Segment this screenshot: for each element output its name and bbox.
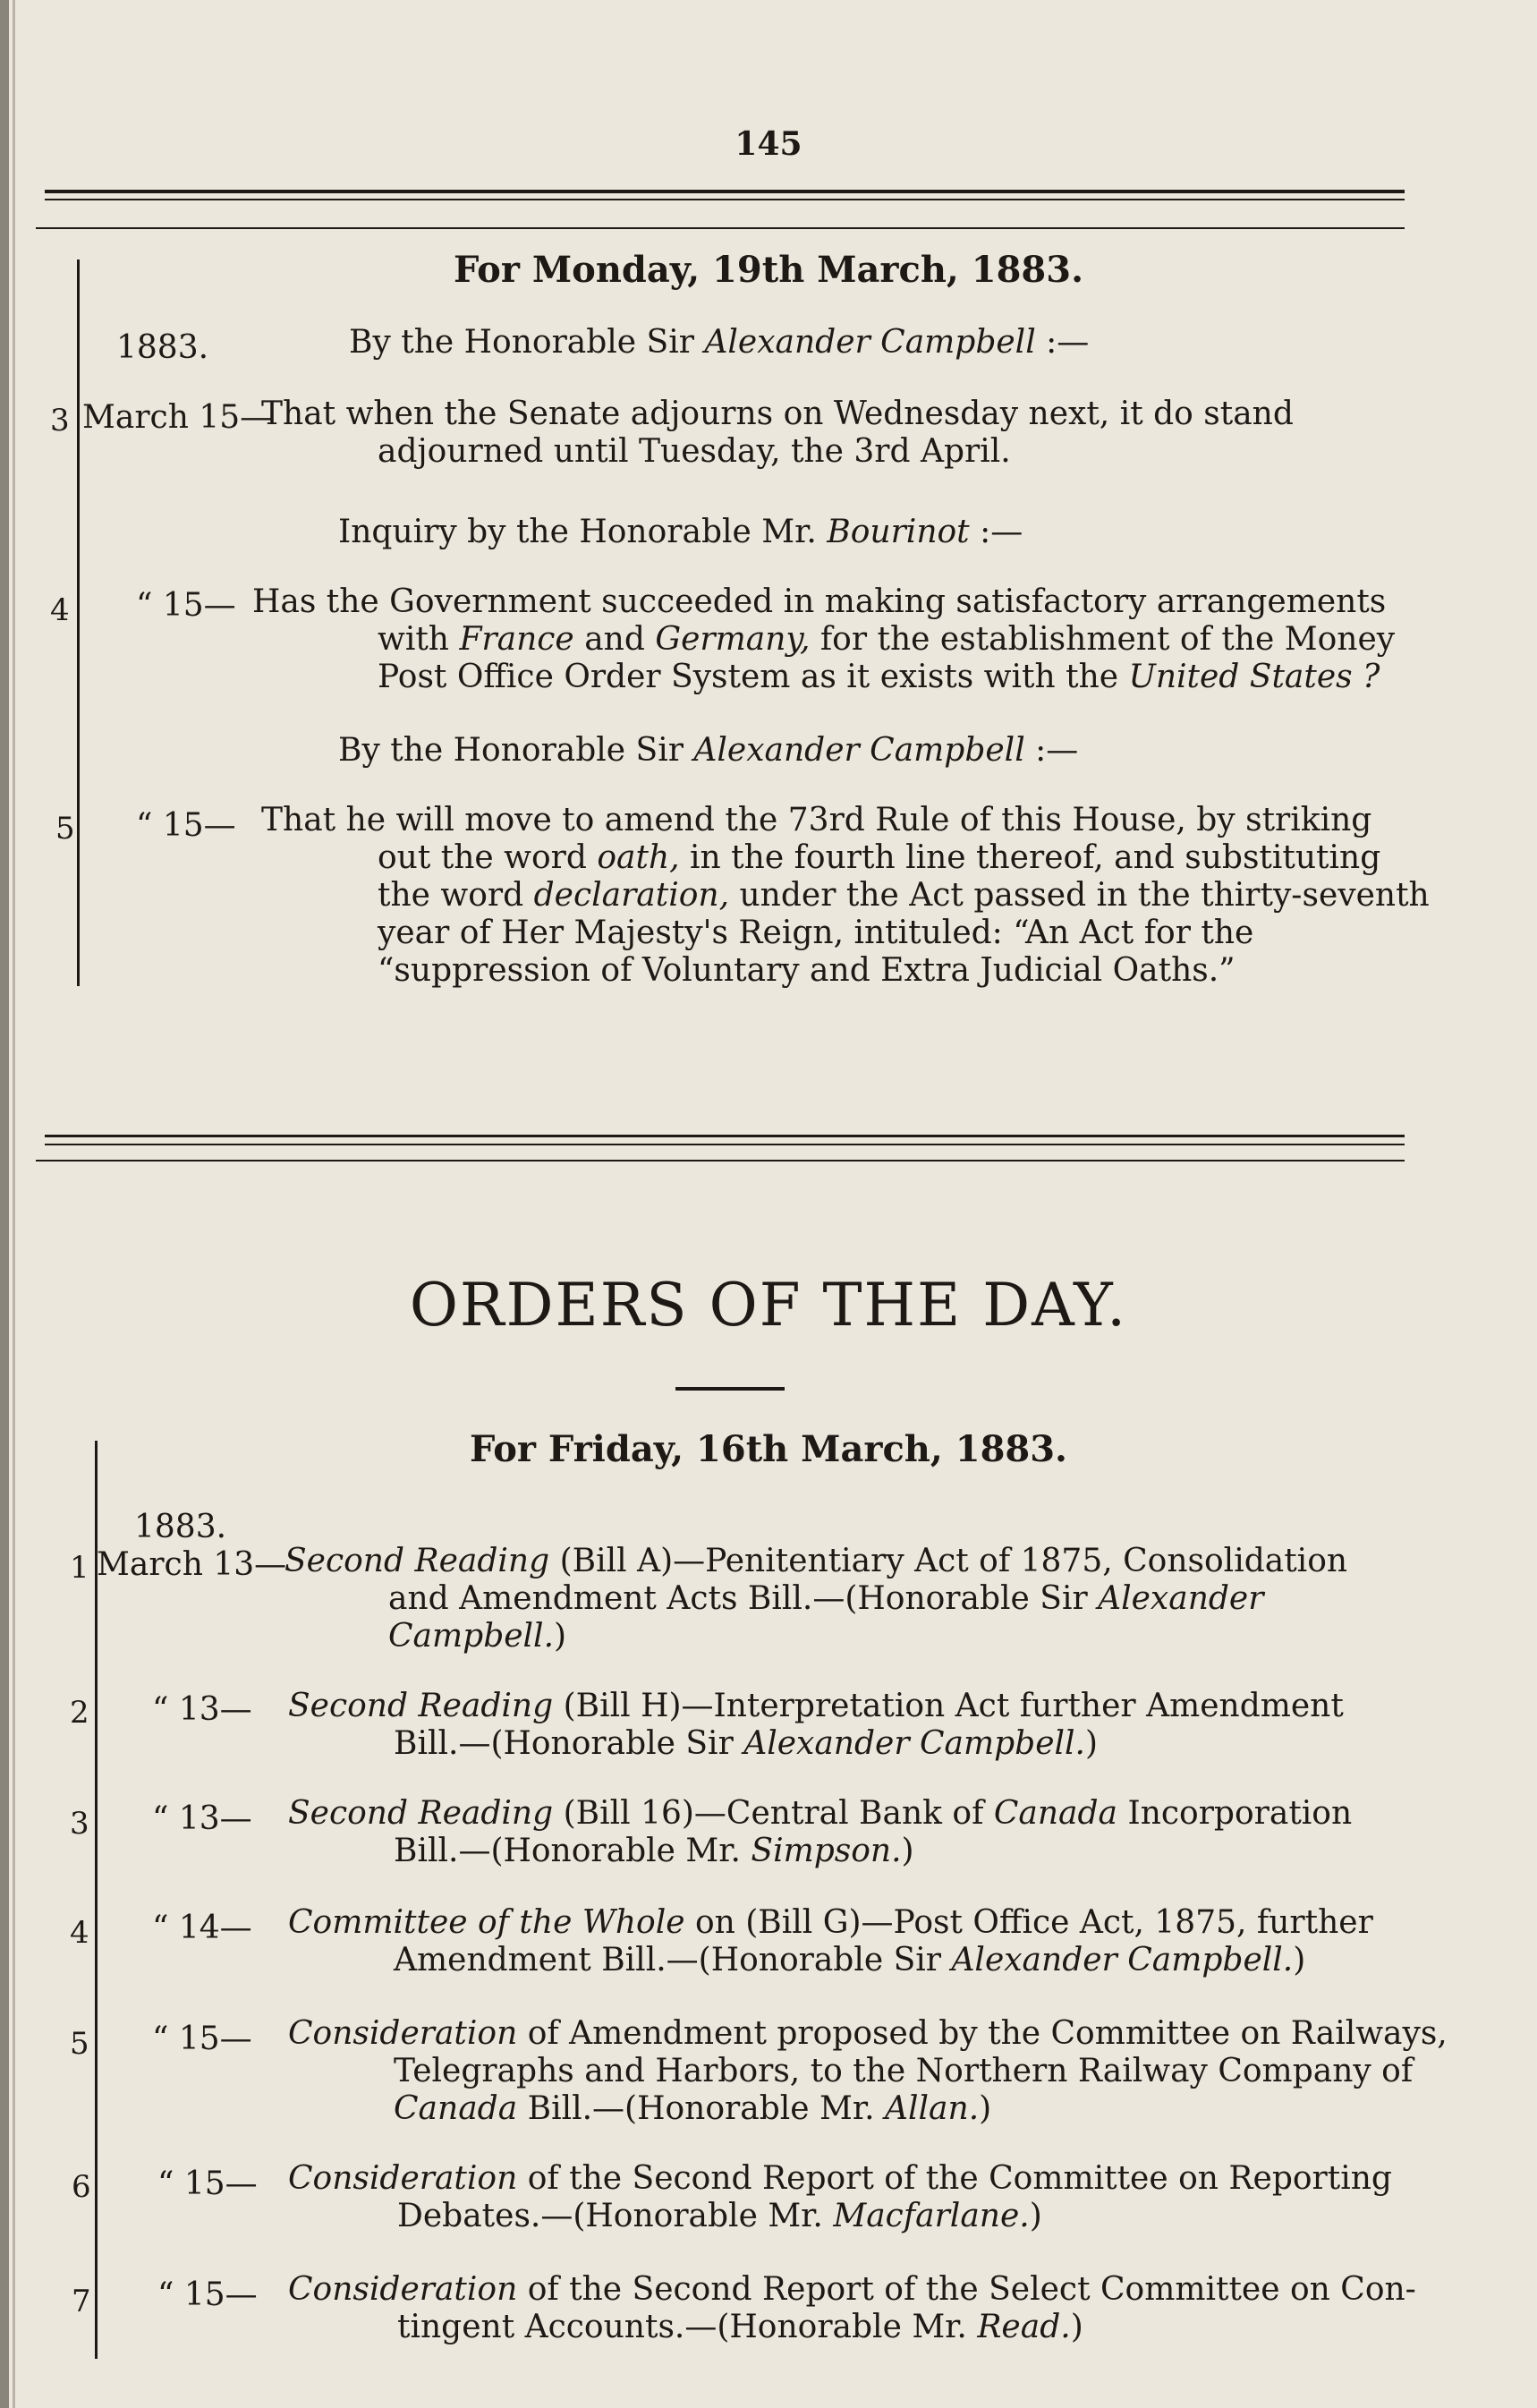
order-text-line (394, 1725, 1098, 1762)
inquiry-label: Inquiry by the Honorable Mr. (338, 514, 828, 550)
text-run: of the Second Report of the Select Committee on Con- (517, 2271, 1416, 2308)
by-suffix: :— (1024, 732, 1079, 769)
text-run: ) (901, 1833, 914, 1869)
text-run: ) (1085, 1725, 1099, 1762)
order-number: 4 (70, 1915, 89, 1951)
text-run: Bill.—(Honorable Mr. (394, 1833, 752, 1869)
notice-text-line (378, 659, 1380, 695)
text-run: (Bill 16)—Central Bank of (553, 1795, 994, 1832)
title-underline (675, 1387, 785, 1391)
middle-rule-under (36, 1160, 1405, 1161)
middle-rule-thin (45, 1144, 1405, 1145)
text-run-italic: Campbell. (388, 1618, 555, 1655)
order-number: 6 (72, 2169, 91, 2205)
orders-heading: For Friday, 16th March, 1883. (470, 1428, 1067, 1470)
text-run: ) (1070, 2309, 1083, 2345)
binding-edge (0, 0, 9, 2408)
order-text-line: Telegraphs and Harbors, to the Northern Railway Company of (394, 2053, 1414, 2089)
order-date: “ 14— (152, 1910, 252, 1946)
notice-text-line (378, 839, 1380, 876)
text-run-italic: Canada (993, 1795, 1118, 1832)
order-text-line (397, 2309, 1083, 2345)
text-run: in the fourth line thereof, and substituting (679, 839, 1381, 876)
text-run-italic: Consideration (288, 2015, 518, 2052)
text-run: ) (979, 2090, 992, 2127)
text-run-italic: Second Reading (288, 1795, 554, 1832)
text-run: for the establishment of the Money (810, 621, 1396, 658)
text-run: the word (378, 877, 534, 914)
notice-date: “ 15— (136, 587, 236, 624)
text-run-italic: Consideration (288, 2160, 518, 2197)
notices-heading: For Monday, 19th March, 1883. (453, 249, 1084, 291)
order-text-line (394, 1833, 914, 1869)
order-text-line (397, 2198, 1042, 2234)
member-name: Alexander Campbell (704, 324, 1036, 361)
top-rule-thick (45, 190, 1405, 193)
text-run-italic: Allan. (885, 2090, 980, 2127)
binding-edge-line (13, 0, 15, 2408)
order-text-line (284, 1543, 1347, 1579)
text-run: Bill.—(Honorable Mr. (517, 2090, 886, 2127)
text-run-italic: Simpson. (751, 1833, 902, 1869)
text-run: and (573, 621, 656, 658)
text-run-italic: Macfarlane. (833, 2198, 1030, 2234)
order-text-line (288, 2271, 1416, 2308)
notice-number: 5 (55, 811, 75, 847)
text-run-italic: declaration, (533, 877, 730, 914)
order-number: 1 (70, 1550, 89, 1586)
notice-text-line (378, 877, 1430, 914)
notice-text-line (378, 621, 1395, 658)
notice-text-line: adjourned until Tuesday, the 3rd April. (378, 433, 1011, 470)
text-run-italic: Germany, (655, 621, 811, 658)
text-run: tingent Accounts.—(Honorable Mr. (397, 2309, 978, 2345)
top-rule-thin (45, 199, 1405, 200)
text-run: of the Second Report of the Committee on Reporting (517, 2160, 1392, 2197)
order-text-line (388, 1618, 566, 1655)
notices-by-line-1 (349, 324, 1089, 361)
by-suffix: :— (1035, 324, 1090, 361)
text-run-italic: Alexander Campbell. (951, 1942, 1294, 1978)
page-number: 145 (735, 125, 802, 163)
text-run: of Amendment proposed by the Committee on Railways, (517, 2015, 1448, 2052)
text-run-italic: France (459, 621, 574, 658)
text-run: under the Act passed in the thirty-seventh (729, 877, 1430, 914)
text-run: Amendment Bill.—(Honorable Sir (394, 1942, 952, 1978)
text-run: ) (554, 1618, 567, 1655)
order-text-line (288, 2015, 1448, 2052)
order-date: March 13— (97, 1546, 287, 1583)
text-run-italic: Read. (977, 2309, 1071, 2345)
order-date: “ 15— (157, 2276, 258, 2313)
text-run: Incorporation (1117, 1795, 1353, 1832)
text-run: on (Bill G)—Post Office Act, 1875, further (684, 1904, 1373, 1941)
text-run-italic: Second Reading (288, 1688, 554, 1724)
notices-year: 1883. (116, 329, 209, 366)
text-run: and Amendment Acts Bill.—(Honorable Sir (388, 1580, 1099, 1617)
order-text-line (288, 2160, 1392, 2197)
notice-text-line: Has the Government succeeded in making satisfactory arrangements (252, 583, 1387, 620)
order-date: “ 15— (152, 2021, 252, 2057)
order-date: “ 13— (152, 1800, 252, 1837)
order-text-line (288, 1904, 1373, 1941)
top-rule-under (36, 227, 1405, 229)
order-text-line (388, 1580, 1263, 1617)
orders-title: ORDERS OF THE DAY. (409, 1271, 1128, 1340)
margin-line-notices (77, 260, 80, 986)
text-run-italic: Consideration (288, 2271, 518, 2308)
notice-date: March 15— (82, 399, 273, 436)
inquiry-line (338, 514, 1023, 550)
order-number: 7 (72, 2284, 91, 2319)
middle-rule-thick (45, 1135, 1405, 1137)
text-run: ) (1293, 1942, 1306, 1978)
text-run: (Bill H)—Interpretation Act further Amendment (553, 1688, 1344, 1724)
notices-by-line-2 (338, 732, 1078, 769)
inquiry-suffix: :— (969, 514, 1023, 550)
orders-year: 1883. (134, 1509, 227, 1545)
text-run-italic: United States ? (1128, 659, 1380, 695)
notice-text-line: “suppression of Voluntary and Extra Judicial Oaths.” (378, 952, 1236, 989)
order-text-line (288, 1688, 1344, 1724)
notice-date: “ 15— (136, 807, 236, 844)
member-name: Alexander Campbell (693, 732, 1025, 769)
text-run-italic: Second Reading (284, 1543, 550, 1579)
text-run: out the word (378, 839, 598, 876)
order-number: 5 (70, 2026, 89, 2062)
notice-text-line: That he will move to amend the 73rd Rule of this House, by striking (261, 802, 1372, 838)
member-name: Bourinot (827, 514, 970, 550)
by-label: By the Honorable Sir (349, 324, 705, 361)
order-date: “ 15— (157, 2165, 258, 2202)
order-text-line (394, 1942, 1305, 1978)
by-label: By the Honorable Sir (338, 732, 694, 769)
notice-number: 4 (50, 592, 70, 628)
order-text-line (288, 1795, 1352, 1832)
text-run-italic: oath, (597, 839, 680, 876)
order-text-line (394, 2090, 991, 2127)
text-run-italic: Alexander Campbell. (743, 1725, 1085, 1762)
notice-text-line: That when the Senate adjourns on Wednesday next, it do stand (261, 396, 1294, 432)
order-number: 2 (70, 1695, 89, 1731)
notice-number: 3 (50, 403, 70, 438)
text-run-italic: Alexander (1098, 1580, 1264, 1617)
text-run: Post Office Order System as it exists with the (378, 659, 1129, 695)
notice-text-line: year of Her Majesty's Reign, intituled: “An Act for the (378, 915, 1254, 951)
text-run: with (378, 621, 460, 658)
order-date: “ 13— (152, 1691, 252, 1728)
text-run: ) (1029, 2198, 1042, 2234)
text-run-italic: Committee of the Whole (288, 1904, 685, 1941)
text-run: Bill.—(Honorable Sir (394, 1725, 744, 1762)
text-run: (Bill A)—Penitentiary Act of 1875, Consolidation (549, 1543, 1348, 1579)
text-run: Debates.—(Honorable Mr. (397, 2198, 834, 2234)
text-run-italic: Canada (394, 2090, 518, 2127)
order-number: 3 (70, 1806, 89, 1842)
